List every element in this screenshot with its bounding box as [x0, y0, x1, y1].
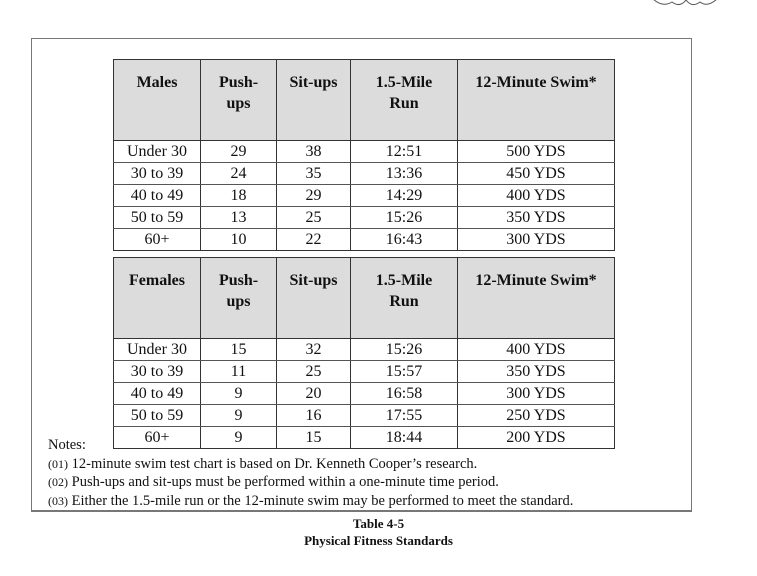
table-cell: 25 — [277, 361, 351, 383]
note-text: Push-ups and sit-ups must be performed within a one-minute time period. — [68, 474, 499, 490]
decorative-ornament-icon — [650, 0, 720, 10]
table-cell: 29 — [277, 185, 351, 207]
column-header: Males — [114, 60, 201, 141]
table-row — [114, 383, 615, 405]
column-header: Sit-ups — [277, 60, 351, 141]
table-cell: 32 — [277, 339, 351, 361]
notes-title: Notes: — [48, 437, 86, 453]
table-cell: 20 — [277, 383, 351, 405]
age-group-cell: Under 30 — [114, 141, 201, 163]
table-cell: 15:26 — [351, 339, 458, 361]
table-cell: 9 — [201, 405, 277, 427]
table-cell: 38 — [277, 141, 351, 163]
table-cell: 18:44 — [351, 427, 458, 449]
header-row — [114, 258, 615, 339]
table-cell: 9 — [201, 383, 277, 405]
table-cell: 13 — [201, 207, 277, 229]
column-header: 1.5-Mile Run — [351, 258, 458, 339]
note-item — [48, 455, 573, 474]
table-title: Physical Fitness Standards — [304, 533, 453, 548]
table-cell: 18 — [201, 185, 277, 207]
note-number: (01) — [48, 456, 68, 471]
table-cell: 350 YDS — [458, 361, 615, 383]
females-fitness-table — [113, 257, 615, 449]
age-group-cell: 60+ — [114, 427, 201, 449]
column-header: Sit-ups — [277, 258, 351, 339]
table-cell: 22 — [277, 229, 351, 251]
table-row — [114, 163, 615, 185]
table-cell: 13:36 — [351, 163, 458, 185]
table-cell: 300 YDS — [458, 383, 615, 405]
age-group-cell: 50 to 59 — [114, 207, 201, 229]
table-row — [114, 361, 615, 383]
table-cell: 15 — [277, 427, 351, 449]
table-row — [114, 141, 615, 163]
note-text: Either the 1.5-mile run or the 12-minute swim may be performed to meet the standard. — [68, 492, 574, 509]
table-cell: 400 YDS — [458, 339, 615, 361]
table-cell: 15:26 — [351, 207, 458, 229]
table-cell: 17:55 — [351, 405, 458, 427]
age-group-cell: 60+ — [114, 229, 201, 251]
table-cell: 16:58 — [351, 383, 458, 405]
table-row — [114, 185, 615, 207]
table-cell: 15 — [201, 339, 277, 361]
table-row — [114, 229, 615, 251]
table-row — [114, 339, 615, 361]
males-fitness-table — [113, 59, 615, 251]
table-cell: 400 YDS — [458, 185, 615, 207]
age-group-cell: Under 30 — [114, 339, 201, 361]
column-header: Females — [114, 258, 201, 339]
note-number: (02) — [48, 475, 68, 489]
table-cell: 24 — [201, 163, 277, 185]
table-cell: 16 — [277, 405, 351, 427]
column-header: 12-Minute Swim* — [458, 258, 615, 339]
notes-section — [48, 436, 573, 510]
note-item — [48, 473, 573, 492]
table-cell: 250 YDS — [458, 405, 615, 427]
table-cell: 11 — [201, 361, 277, 383]
table-cell: 35 — [277, 163, 351, 185]
table-cell: 10 — [201, 229, 277, 251]
table-cell: 450 YDS — [458, 163, 615, 185]
header-row — [114, 60, 615, 141]
note-text: 12-minute swim test chart is based on Dr. Kenneth Cooper’s research. — [68, 455, 478, 472]
column-header: 1.5-Mile Run — [351, 60, 458, 141]
age-group-cell: 30 to 39 — [114, 163, 201, 185]
table-cell: 500 YDS — [458, 141, 615, 163]
table-cell: 16:43 — [351, 229, 458, 251]
table-cell: 350 YDS — [458, 207, 615, 229]
table-cell: 200 YDS — [458, 427, 615, 449]
table-cell: 29 — [201, 141, 277, 163]
table-cell: 300 YDS — [458, 229, 615, 251]
table-row — [114, 405, 615, 427]
table-cell: 15:57 — [351, 361, 458, 383]
table-row — [114, 207, 615, 229]
table-cell: 14:29 — [351, 185, 458, 207]
note-number: (03) — [48, 493, 68, 508]
note-item — [48, 492, 573, 511]
age-group-cell: 50 to 59 — [114, 405, 201, 427]
column-header: 12-Minute Swim* — [458, 60, 615, 141]
table-cell: 25 — [277, 207, 351, 229]
table-number: Table 4-5 — [352, 516, 405, 531]
column-header: Push- ups — [201, 258, 277, 339]
table-caption — [0, 515, 757, 549]
column-header: Push- ups — [201, 60, 277, 141]
age-group-cell: 40 to 49 — [114, 383, 201, 405]
age-group-cell: 40 to 49 — [114, 185, 201, 207]
table-cell: 9 — [201, 427, 277, 449]
age-group-cell: 30 to 39 — [114, 361, 201, 383]
table-cell: 12:51 — [351, 141, 458, 163]
